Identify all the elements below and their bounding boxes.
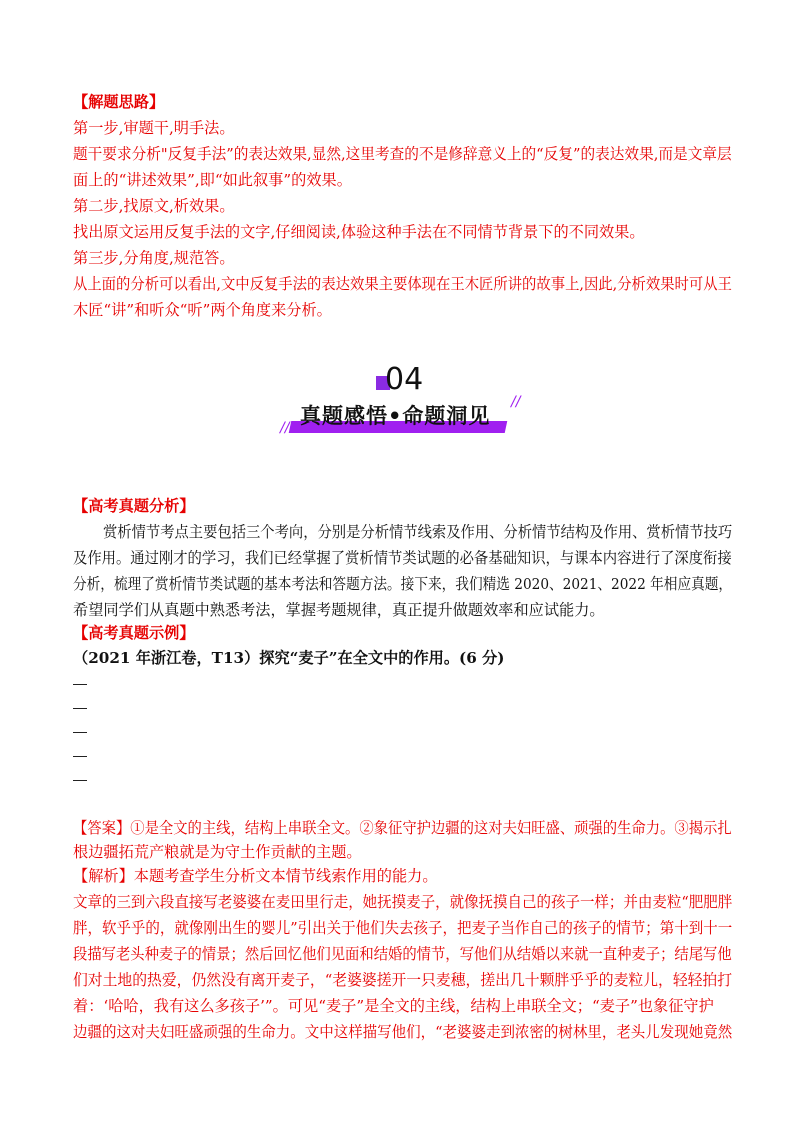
slash-decoration-icon: // <box>511 394 521 410</box>
text-line: 第一步,审题干,明手法。 <box>73 119 235 137</box>
paragraph-line: 分析，梳理了赏析情节类试题的基本考法和答题方法。接下来，我们精选 2020、2021、2022 年相应真题， <box>73 575 733 593</box>
section-heading-solution-approach: 【解题思路】 <box>73 93 165 111</box>
analysis-line: 段描写老头种麦子的情景；然后回忆他们见面和结婚的情节，写他们从结婚以来就一直种麦子；结尾写他 <box>73 945 732 963</box>
text-line: 第三步,分角度,规范答。 <box>73 249 235 267</box>
paragraph-line: 及作用。通过刚才的学习，我们已经掌握了赏析情节类试题的必备基础知识，与课本内容进行了深度衔接 <box>73 549 732 567</box>
text-line: 木匠“讲”和听众“听”两个角度来分析。 <box>73 301 332 319</box>
text-line: 第二步,找原文,析效果。 <box>73 197 235 215</box>
answer-line: 【答案】①是全文的主线，结构上串联全文。②象征守护边疆的这对夫妇旺盛、顽强的生命力。③揭示扎 <box>73 819 732 837</box>
answer-blank-line <box>73 780 87 781</box>
paragraph-line: 赏析情节考点主要包括三个考向，分别是分析情节线索及作用、分析情节结构及作用、赏析情节技巧 <box>103 523 733 541</box>
analysis-heading-line: 【解析】本题考查学生分析文本情节线索作用的能力。 <box>73 867 438 885</box>
text-line: 题干要求分析"反复手法”的表达效果,显然,这里考查的不是修辞意义上的“反复”的表达效果,而是文章层 <box>73 145 732 163</box>
analysis-line: 们对土地的热爱，仍然没有离开麦子，“老婆婆搓开一只麦穗，搓出几十颗胖乎乎的麦粒儿，轻轻拍打 <box>73 971 733 989</box>
text-line: 找出原文运用反复手法的文字,仔细阅读,体验这种手法在不同情节背景下的不同效果。 <box>73 223 645 241</box>
answer-blank-line <box>73 708 87 709</box>
section-heading-exam-analysis: 【高考真题分析】 <box>73 497 195 515</box>
analysis-line: 边疆的这对夫妇旺盛顽强的生命力。文中这样描写他们，“老婆婆走到浓密的树林里，老头儿发现她竟然 <box>73 1023 733 1041</box>
text-line: 面上的“讲述效果”,即“如此叙事”的效果。 <box>73 171 352 189</box>
text-line: 从上面的分析可以看出,文中反复手法的表达效果主要体现在王木匠所讲的故事上,因此,分析效果时可从王 <box>73 275 732 293</box>
analysis-line: 着：‘哈哈，我有这么多孩子’”。可见“麦子”是全文的主线，结构上串联全文；“麦子”也象征守护 <box>73 997 714 1015</box>
answer-blank-line <box>73 684 87 685</box>
paragraph-line: 希望同学们从真题中熟悉考法，掌握考题规律，真正提升做题效率和应试能力。 <box>73 601 605 619</box>
answer-blank-line <box>73 756 87 757</box>
answer-blank-line <box>73 732 87 733</box>
analysis-line: 文章的三到六段直接写老婆婆在麦田里行走，她抚摸麦子，就像抚摸自己的孩子一样；并由麦粒“肥肥胖 <box>73 893 733 911</box>
section-number: 04 <box>385 362 424 397</box>
slash-decoration-icon: // <box>280 420 290 436</box>
section-title: 真题感悟•命题洞见 <box>300 404 491 428</box>
answer-line: 根边疆拓荒产粮就是为守土作贡献的主题。 <box>73 843 362 861</box>
exam-question: （2021 年浙江卷，T13）探究“麦子”在全文中的作用。(6 分) <box>73 649 505 667</box>
section-heading-exam-example: 【高考真题示例】 <box>73 624 195 642</box>
analysis-line: 胖，软乎乎的，就像刚出生的婴儿”引出关于他们失去孩子，把麦子当作自己的孩子的情节；第十到十一 <box>73 919 733 937</box>
